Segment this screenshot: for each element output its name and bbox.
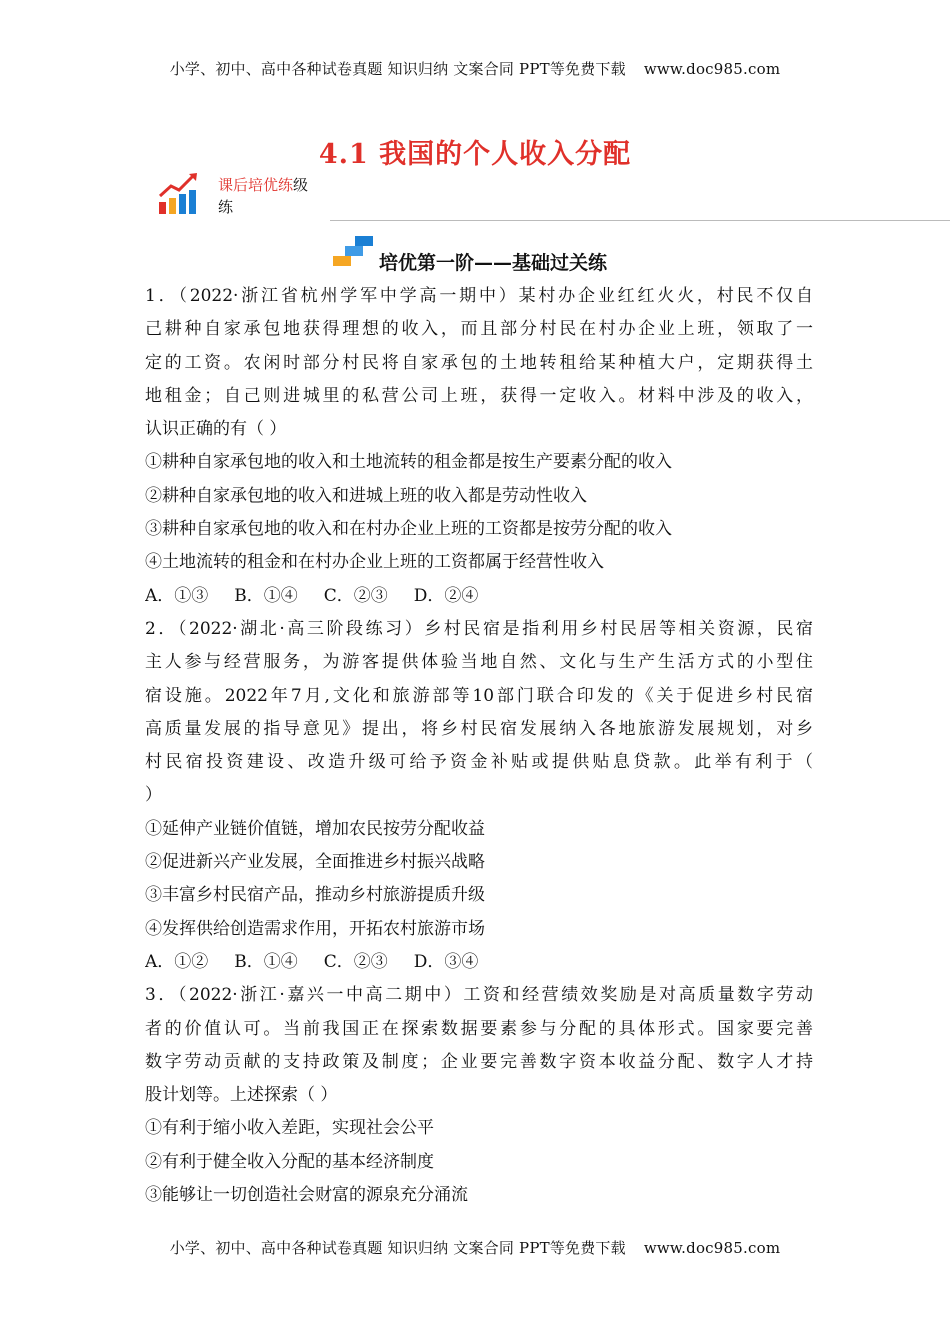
footer-site[interactable]: www.doc985.com (643, 1239, 781, 1257)
statement: ③耕种自家承包地的收入和在村办企业上班的工资都是按劳分配的收入 (145, 519, 672, 540)
question-line: 己耕种自家承包地获得理想的收入，而且部分村民在村办企业上班，领取了一 (145, 319, 813, 340)
option-c[interactable]: C．②③ (323, 951, 388, 972)
question-line: 村民宿投资建设、改造升级可给予资金补贴或提供贴息贷款。此举有利于（ (145, 752, 813, 773)
header-site[interactable]: www.doc985.com (643, 60, 781, 78)
statement: ①延伸产业链价值链，增加农民按劳分配收益 (145, 818, 485, 839)
header-text: 小学、初中、高中各种试卷真题 知识归纳 文案合同 PPT等免费下载 (169, 60, 626, 78)
question-line: 股计划等。上述探索（ ） (145, 1085, 338, 1106)
statement: ②有利于健全收入分配的基本经济制度 (145, 1151, 434, 1172)
statement: ①有利于缩小收入差距，实现社会公平 (145, 1118, 434, 1139)
option-c[interactable]: C．②③ (323, 585, 388, 606)
question-line: 2．（2022·湖北·高三阶段练习）乡村民宿是指利用乡村民居等相关资源，民宿 (145, 618, 813, 639)
option-d[interactable]: D．③④ (413, 951, 479, 972)
answer-options (145, 946, 813, 979)
steps-icon (333, 236, 375, 266)
question-line: 1．（2022·浙江省杭州学军中学高一期中）某村办企业红红火火，村民不仅自 (145, 286, 813, 306)
question-line: 者的价值认可。当前我国正在探索数据要素参与分配的具体形式。国家要完善 (145, 1018, 813, 1039)
statement: ④土地流转的租金和在村办企业上班的工资都属于经营性收入 (145, 552, 604, 573)
question-2 (145, 613, 813, 979)
statement: ③丰富乡村民宿产品，推动乡村旅游提质升级 (145, 885, 485, 906)
question-line: ） (145, 785, 162, 806)
statement: ③能够让一切创造社会财富的源泉充分涌流 (145, 1185, 468, 1206)
statement: ②促进新兴产业发展，全面推进乡村振兴战略 (145, 852, 485, 873)
statement: ①耕种自家承包地的收入和土地流转的租金都是按生产要素分配的收入 (145, 452, 672, 473)
page-header (0, 58, 950, 79)
option-b[interactable]: B．①④ (234, 951, 298, 972)
questions-body (145, 280, 813, 1212)
header-divider (330, 220, 950, 221)
option-a[interactable]: A．①② (145, 951, 209, 972)
question-1 (145, 280, 813, 613)
question-line: 主人参与经营服务，为游客提供体验当地自然、文化与生产生活方式的小型住 (145, 652, 813, 673)
question-line: 3．（2022·浙江·嘉兴一中高二期中）工资和经营绩效奖励是对高质量数字劳动 (145, 985, 813, 1006)
statement: ④发挥供给创造需求作用，开拓农村旅游市场 (145, 918, 485, 939)
option-d[interactable]: D．②④ (413, 585, 479, 606)
statement: ②耕种自家承包地的收入和进城上班的收入都是劳动性收入 (145, 485, 587, 506)
chart-growth-icon (157, 172, 217, 218)
question-line: 高质量发展的指导意见》提出，将乡村民宿发展纳入各地旅游发展规划，对乡 (145, 718, 813, 739)
question-line: 宿设施。2022年7月,文化和旅游部等10部门联合印发的《关于促进乡村民宿 (145, 685, 813, 706)
option-a[interactable]: A．①③ (145, 585, 209, 606)
answer-options (145, 580, 813, 613)
footer-text: 小学、初中、高中各种试卷真题 知识归纳 文案合同 PPT等免费下载 (169, 1239, 626, 1257)
section-title: 培优第一阶——基础过关练 (379, 252, 608, 274)
page-title: 4.1 我国的个人收入分配 (318, 139, 632, 170)
badge-label: 课后培优练级 练 (218, 176, 309, 216)
option-b[interactable]: B．①④ (234, 585, 298, 606)
page-footer (0, 1237, 950, 1258)
question-line: 数字劳动贡献的支持政策及制度；企业要完善数字资本收益分配、数字人才持 (145, 1051, 813, 1072)
question-line: 地租金；自己则进城里的私营公司上班，获得一定收入。材料中涉及的收入， (145, 385, 813, 406)
question-3 (145, 979, 813, 1212)
question-line: 定的工资。农闲时部分村民将自家承包的土地转租给某种植大户，定期获得土 (145, 352, 813, 373)
question-line: 认识正确的有（ ） (145, 419, 287, 440)
